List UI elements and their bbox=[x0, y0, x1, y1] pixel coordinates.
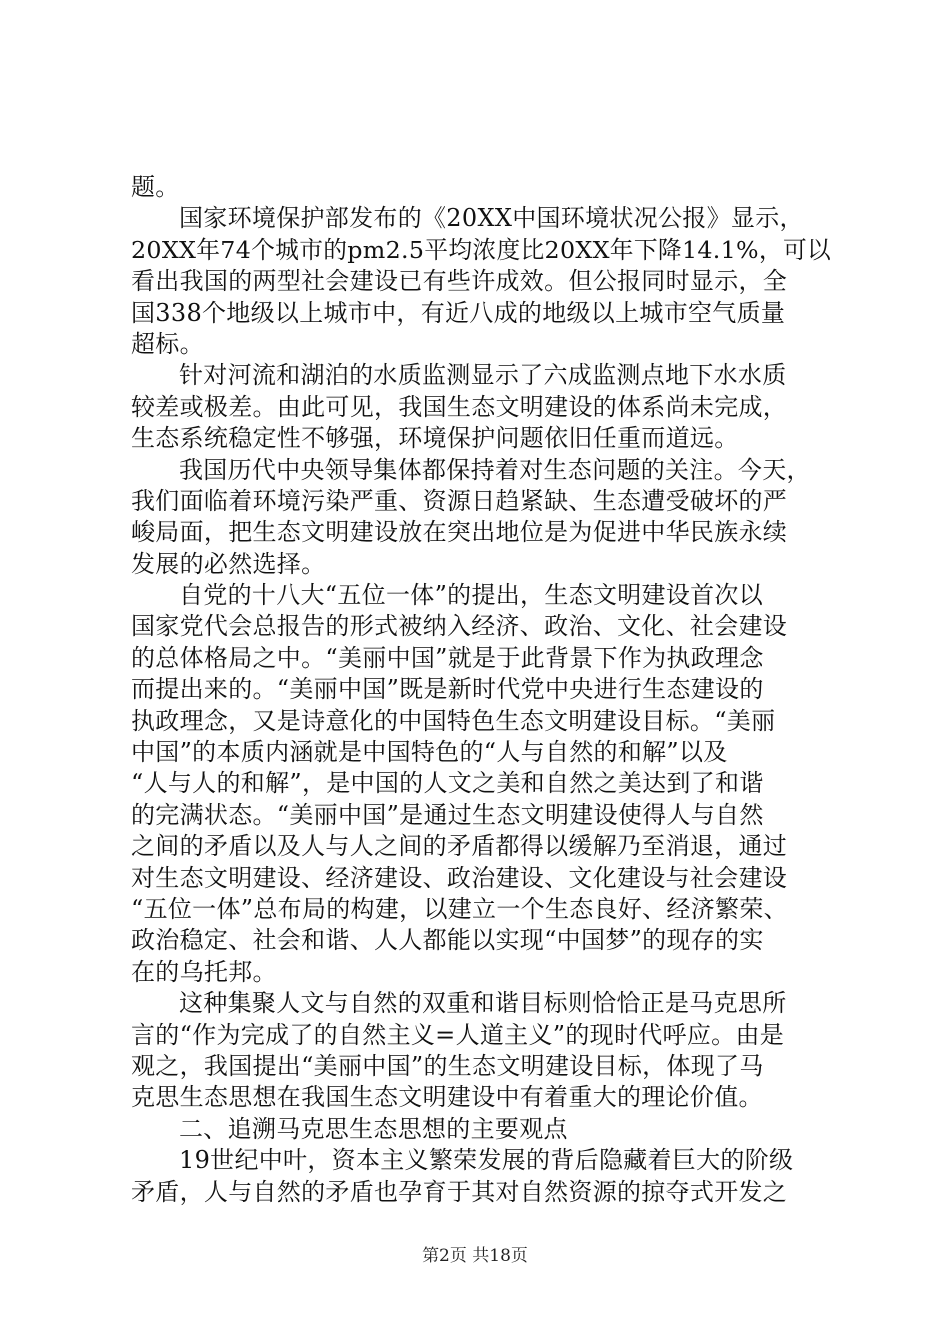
text-line: 较差或极差。由此可见，我国生态文明建设的体系尚未完成， bbox=[131, 392, 788, 421]
page-footer: 第2页 共18页 bbox=[422, 1246, 528, 1266]
text-line: 峻局面，把生态文明建设放在突出地位是为促进中华民族永续 bbox=[131, 518, 788, 547]
text-line: 我国历代中央领导集体都保持着对生态问题的关注。今天， bbox=[179, 455, 811, 484]
text-line: 的完满状态。“美丽中国”是通过生态文明建设使得人与自然 bbox=[131, 800, 764, 829]
text-line: 言的“作为完成了的自然主义=人道主义”的现时代呼应。由是 bbox=[131, 1020, 785, 1049]
text-line: 针对河流和湖泊的水质监测显示了六成监测点地下水水质 bbox=[179, 361, 787, 390]
text-line: 19世纪中叶，资本主义繁荣发展的背后隐藏着巨大的阶级 bbox=[179, 1146, 794, 1175]
text-line: 我们面临着环境污染严重、资源日趋紧缺、生态遭受破坏的严 bbox=[131, 486, 788, 515]
text-line: 国338个地级以上城市中，有近八成的地级以上城市空气质量 bbox=[131, 298, 786, 327]
text-line: “五位一体”总布局的构建，以建立一个生态良好、经济繁荣、 bbox=[131, 894, 788, 923]
text-line: 题。 bbox=[131, 173, 180, 201]
text-line: “人与人的和解”，是中国的人文之美和自然之美达到了和谐 bbox=[131, 769, 764, 798]
text-line: 政治稳定、社会和谐、人人都能以实现“中国梦”的现存的实 bbox=[131, 926, 764, 955]
text-line: 对生态文明建设、经济建设、政治建设、文化建设与社会建设 bbox=[131, 863, 788, 892]
text-line: 这种集聚人文与自然的双重和谐目标则恰恰正是马克思所 bbox=[179, 989, 787, 1018]
text-line: 克思生态思想在我国生态文明建设中有着重大的理论价值。 bbox=[131, 1083, 763, 1112]
text-line: 生态系统稳定性不够强，环境保护问题依旧任重而道远。 bbox=[131, 424, 739, 453]
text-line: 而提出来的。“美丽中国”既是新时代党中央进行生态建设的 bbox=[131, 675, 764, 704]
text-line: 在的乌托邦。 bbox=[131, 957, 277, 986]
text-line: 20XX年74个城市的pm2.5平均浓度比20XX年下降14.1%，可以 bbox=[131, 235, 832, 264]
text-line: 超标。 bbox=[131, 329, 204, 358]
text-line: 自党的十八大“五位一体”的提出，生态文明建设首次以 bbox=[179, 581, 764, 610]
text-line: 国家环境保护部发布的《20XX中国环境状况公报》显示， bbox=[179, 204, 804, 233]
text-line: 执政理念，又是诗意化的中国特色生态文明建设目标。“美丽 bbox=[131, 706, 776, 735]
text-line: 中国”的本质内涵就是中国特色的“人与自然的和解”以及 bbox=[131, 738, 728, 767]
text-line: 的总体格局之中。“美丽中国”就是于此背景下作为执政理念 bbox=[131, 643, 764, 672]
document-body bbox=[131, 172, 831, 1208]
text-line: 观之，我国提出“美丽中国”的生态文明建设目标，体现了马 bbox=[131, 1051, 764, 1080]
text-line: 二、追溯马克思生态思想的主要观点 bbox=[179, 1114, 568, 1143]
text-line: 之间的矛盾以及人与人之间的矛盾都得以缓解乃至消退，通过 bbox=[131, 832, 788, 861]
text-line: 矛盾，人与自然的矛盾也孕育于其对自然资源的掠夺式开发之 bbox=[131, 1177, 788, 1206]
text-line: 发展的必然选择。 bbox=[131, 549, 326, 578]
text-line: 看出我国的两型社会建设已有些许成效。但公报同时显示，全 bbox=[131, 267, 788, 296]
text-line: 国家党代会总报告的形式被纳入经济、政治、文化、社会建设 bbox=[131, 612, 788, 641]
